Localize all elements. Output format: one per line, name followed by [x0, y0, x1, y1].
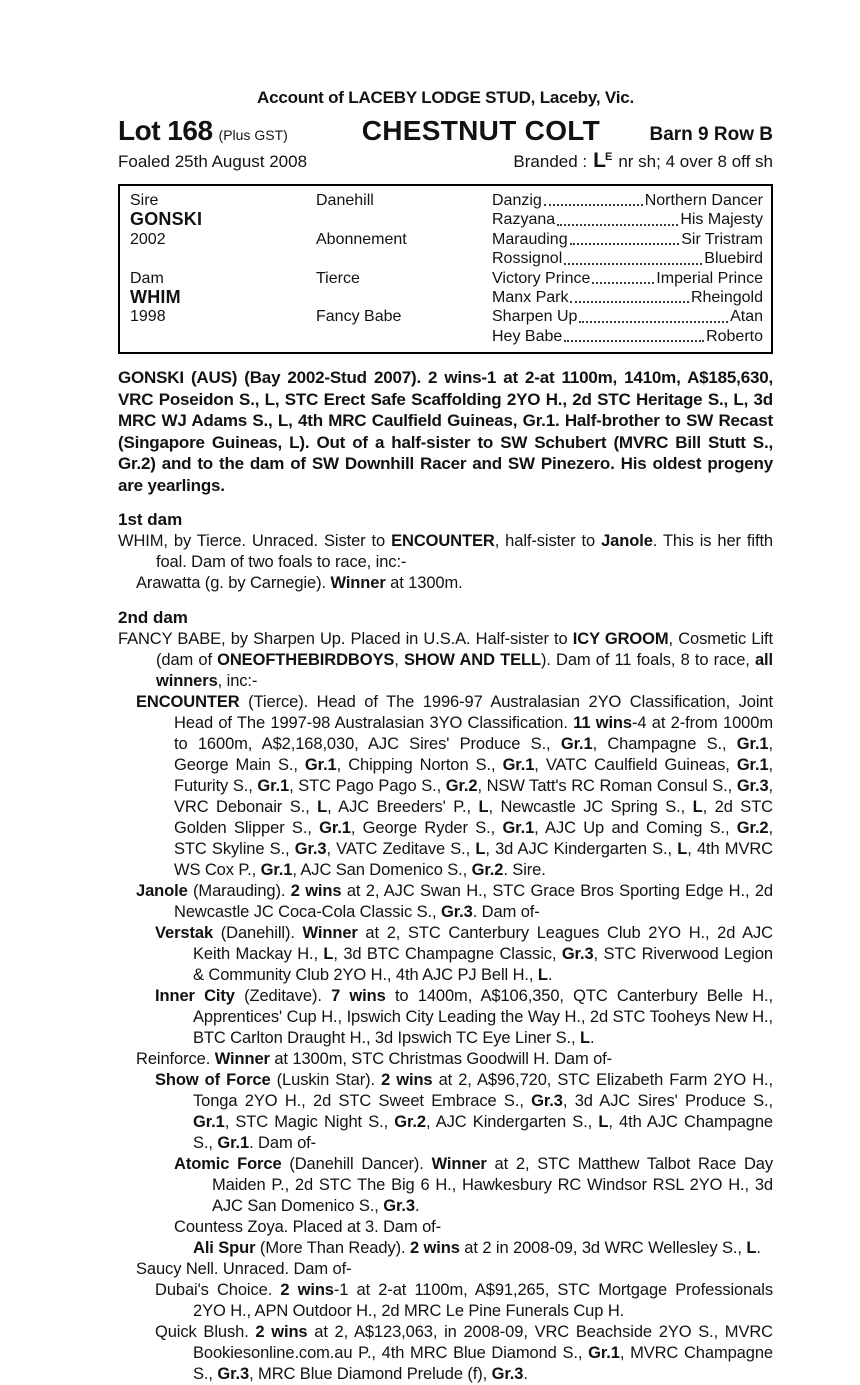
- dam-section-heading: 2nd dam: [118, 608, 188, 628]
- pedigree-paragraph: Ali Spur (More Than Ready). 2 wins at 2 in 2008-09, 3d WRC Wellesley S., L.: [193, 1239, 761, 1258]
- gen3-row: [492, 210, 763, 229]
- gen3-name: Hey Babe: [492, 327, 563, 345]
- gen4-name: Imperial Prince: [656, 269, 763, 287]
- barn-row-label: Barn 9 Row B: [649, 124, 773, 145]
- gen3-name: Rossignol: [492, 250, 563, 268]
- gen4-name: Atan: [730, 308, 763, 326]
- pedigree-paragraph: Dubai's Choice. 2 wins-1 at 2-at 1100m, A$91,265, STC Mortgage Professionals 2YO H., APN Outdoor H., 2d MRC Le Pine Funerals Cup H.: [155, 1281, 774, 1321]
- page-title: CHESTNUT COLT: [361, 115, 601, 146]
- dam-sire: Tierce: [316, 269, 360, 287]
- plus-gst-label: (Plus GST): [218, 127, 288, 143]
- gen3-row: [492, 288, 763, 307]
- sire-label: Sire: [130, 192, 159, 209]
- pedigree-paragraph: Quick Blush. 2 wins at 2, A$123,063, in 2008-09, VRC Beachside 2YO S., MVRC Bookiesonline.com.au P., 4th MRC Blue Diamond S., Gr.1, MVRC Champagne S., Gr.3, MRC Blue Diamond Prelude (f), Gr.3.: [155, 1323, 773, 1384]
- pedigree-paragraph: Verstak (Danehill). Winner at 2, STC Canterbury Leagues Club 2YO H., 2d AJC Keith Mackay H., L, 3d BTC Champagne Classic, Gr.3, STC Riverwood Legion & Community Club 2YO H., 4th AJC PJ Bell H., L.: [155, 924, 774, 985]
- foaled-branded-row: [118, 150, 773, 172]
- sire-sire: Danehill: [316, 192, 374, 209]
- pedigree-paragraph: Inner City (Zeditave). 7 wins to 1400m, A$106,350, QTC Canterbury Belle H., Apprentices' Cup H., Ipswich City Leading the Way H., 2d STC Tooheys New H., BTC Carlton Draught H., 3d Ipswich TC Eye Liner S., L.: [155, 987, 773, 1048]
- dot-leader: [564, 263, 702, 265]
- pedigree-table: [118, 184, 773, 354]
- dam-label: Dam: [130, 269, 164, 287]
- gen3-name: Victory Prince: [492, 269, 591, 287]
- gen3-name: Manx Park: [492, 288, 569, 306]
- dot-leader: [564, 340, 704, 342]
- lot-number: Lot 168: [118, 115, 213, 146]
- dot-leader: [579, 321, 728, 323]
- gen3-row: [492, 307, 763, 326]
- gen3-name: Razyana: [492, 211, 556, 229]
- dot-leader: [570, 243, 680, 245]
- gen4-name: His Majesty: [680, 211, 763, 229]
- dam-section-heading: 1st dam: [118, 510, 183, 530]
- dam-sections: [118, 510, 773, 1385]
- pedigree-paragraph: Reinforce. Winner at 1300m, STC Christmas Goodwill H. Dam of-: [136, 1050, 613, 1069]
- pedigree-paragraph: Saucy Nell. Unraced. Dam of-: [136, 1260, 352, 1279]
- pedigree-paragraph: WHIM, by Tierce. Unraced. Sister to ENCOUNTER, half-sister to Janole. This is her fifth foal. Dam of two foals to race, inc:-: [118, 532, 774, 572]
- dam-name: WHIM: [130, 287, 181, 307]
- dot-leader: [592, 282, 654, 284]
- foaled-date: Foaled 25th August 2008: [118, 152, 308, 171]
- gen3-row: [492, 191, 763, 210]
- dot-leader: [544, 204, 643, 206]
- gen3-name: Danzig: [492, 192, 542, 209]
- stud-brand-icon: $L^E$: [593, 149, 613, 172]
- gen3-row: [492, 327, 763, 346]
- sire-year: 2002: [130, 230, 166, 248]
- sire-name: GONSKI: [130, 210, 203, 230]
- gen3-name: Marauding: [492, 230, 568, 248]
- pedigree-paragraph: Atomic Force (Danehill Dancer). Winner at 2, STC Matthew Talbot Race Day Maiden P., 2d STC The Big 6 H., Hawkesbury RC Windsor RSL 2YO H., 3d AJC San Domenico S., Gr.3.: [174, 1155, 773, 1216]
- pedigree-paragraph: Countess Zoya. Placed at 3. Dam of-: [174, 1218, 442, 1237]
- pedigree-paragraph: Show of Force (Luskin Star). 2 wins at 2, A$96,720, STC Elizabeth Farm 2YO H., Tonga 2YO H., 2d STC Sweet Embrace S., Gr.3, 3d AJC Sires' Produce S., Gr.1, STC Magic Night S., Gr.2, AJC Kindergarten S., L, 4th AJC Champagne S., Gr.1. Dam of-: [155, 1071, 773, 1153]
- gen3-row: [492, 269, 763, 288]
- pedigree-paragraph: Janole (Marauding). 2 wins at 2, AJC Swan H., STC Grace Bros Sporting Edge H., 2d Newcastle JC Coca-Cola Classic S., Gr.3. Dam of-: [136, 882, 773, 922]
- dot-leader: [570, 301, 688, 303]
- pedigree-paragraph: Arawatta (g. by Carnegie). Winner at 1300m.: [136, 574, 463, 593]
- gen3-row: [492, 230, 763, 249]
- dam-dam: Fancy Babe: [316, 308, 402, 326]
- dot-leader: [557, 224, 678, 226]
- gen4-name: Roberto: [706, 327, 763, 345]
- pedigree-paragraph: FANCY BABE, by Sharpen Up. Placed in U.S.A. Half-sister to ICY GROOM, Cosmetic Lift (dam of ONEOFTHEBIRDBOYS, SHOW AND TELL). Dam of 11 foals, 8 to race, all winners, inc:-: [118, 630, 773, 691]
- gen3-row: [492, 249, 763, 268]
- gen3-name: Sharpen Up: [492, 308, 578, 326]
- sire-race-record: GONSKI (AUS) (Bay 2002-Stud 2007). 2 wins-1 at 2-at 1100m, 1410m, A$185,630, VRC Poseidon S., L, STC Erect Safe Scaffolding 2YO H., 2d STC Heritage S., L, 3d MRC WJ Adams S., L, 4th MRC Caulfield Guineas, Gr.1. Half-brother to SW Recast (Singapore Guineas, L). Out of a half-sister to SW Schubert (MVRC Bill Stutt S., Gr.2) and to the dam of SW Downhill Racer and SW Pinezero. His oldest progeny are yearlings.: [118, 368, 773, 495]
- dam-year: 1998: [130, 308, 166, 326]
- account-line: Account of LACEBY LODGE STUD, Laceby, Vic.: [257, 88, 634, 107]
- gen4-name: Northern Dancer: [644, 192, 763, 209]
- lot-header-row: [118, 115, 773, 147]
- branded-info: [513, 150, 773, 172]
- gen4-name: Sir Tristram: [681, 230, 763, 248]
- gen4-name: Rheingold: [690, 288, 763, 306]
- sire-dam: Abonnement: [316, 230, 407, 248]
- pedigree-paragraph: ENCOUNTER (Tierce). Head of The 1996-97 Australasian 2YO Classification, Joint Head of The 1997-98 Australasian 3YO Classification. 11 wins-4 at 2-from 1000m to 1600m, A$2,168,030, AJC Sires' Produce S., Gr.1, Champagne S., Gr.1, George Main S., Gr.1, Chipping Norton S., Gr.1, VATC Caulfield Guineas, Gr.1, Futurity S., Gr.1, STC Pago Pago S., Gr.2, NSW Tatt's RC Roman Consul S., Gr.3, VRC Debonair S., L, AJC Breeders' P., L, Newcastle JC Spring S., L, 2d STC Golden Slipper S., Gr.1, George Ryder S., Gr.1, AJC Up and Coming S., Gr.2, STC Skyline S., Gr.3, VATC Zeditave S., L, 3d AJC Kindergarten S., L, 4th MVRC WS Cox P., Gr.1, AJC San Domenico S., Gr.2. Sire.: [136, 693, 774, 880]
- gen4-name: Bluebird: [704, 250, 763, 268]
- brand-description: nr sh; 4 over 8 off sh: [618, 152, 773, 171]
- branded-label: Branded :: [513, 152, 588, 171]
